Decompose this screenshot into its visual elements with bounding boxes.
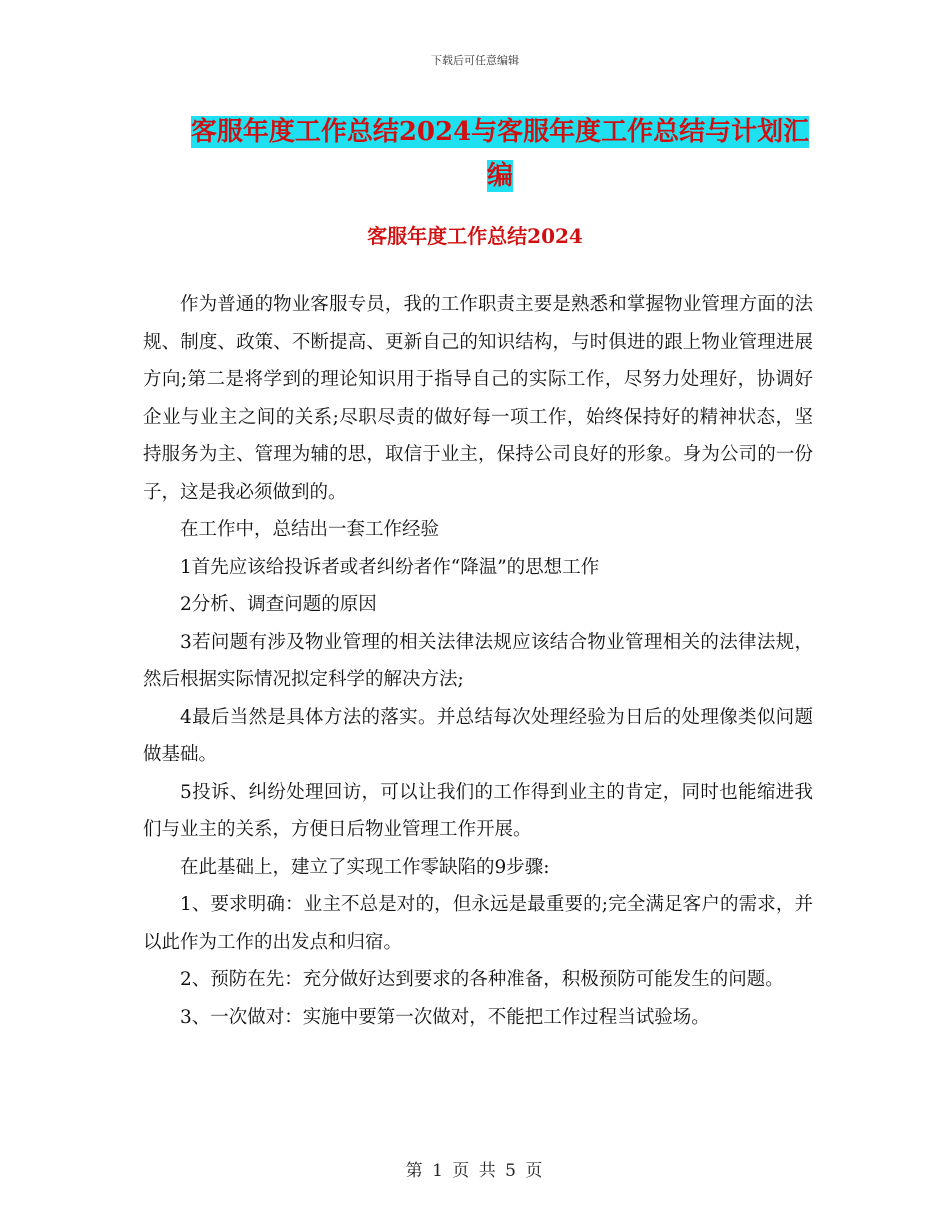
header-note: 下载后可任意编辑 — [431, 54, 519, 67]
paragraph: 2、预防在先：充分做好达到要求的各种准备，积极预防可能发生的问题。 — [180, 969, 784, 990]
page-footer: 第 1 页 共 5 页 — [405, 1161, 545, 1181]
paragraph: 1首先应该给投诉者或者纠纷者作“降温”的思想工作 — [180, 556, 600, 578]
paragraph: 1、要求明确：业主不总是对的，但永远是最重要的;完全满足客户的需求，并以此作为工作的出发点和归宿。 — [143, 894, 813, 953]
paragraph: 4最后当然是具体方法的落实。并总结每次处理经验为日后的处理像类似问题做基础。 — [143, 706, 813, 765]
paragraph: 3、一次做对：实施中要第一次做对，不能把工作过程当试验场。 — [180, 1006, 710, 1028]
main-title-line2: 编 — [486, 161, 513, 191]
paragraph: 5投诉、纠纷处理回访，可以让我们的工作得到业主的肯定，同时也能缩进我们与业主的关系，方便日后物业管理工作开展。 — [143, 781, 813, 840]
paragraph: 3若问题有涉及物业管理的相关法律法规应该结合物业管理相关的法律法规，然后根据实际情况拟定科学的解决方法; — [143, 631, 813, 690]
paragraph: 2分析、调查问题的原因 — [180, 594, 377, 615]
paragraph: 在此基础上，建立了实现工作零缺陷的9步骤: — [180, 856, 550, 878]
section-title: 客服年度工作总结2024 — [367, 224, 583, 248]
document-body — [143, 286, 813, 1036]
main-title — [150, 110, 850, 198]
paragraph: 在工作中，总结出一套工作经验 — [180, 519, 440, 540]
main-title-line1: 客服年度工作总结2024与客服年度工作总结与计划汇 — [190, 117, 810, 147]
paragraph: 作为普通的物业客服专员，我的工作职责主要是熟悉和掌握物业管理方面的法规、制度、政策、不断提高、更新自己的知识结构，与时俱进的跟上物业管理进展方向;第二是将学到的理论知识用于指导自己的实际工作，尽努力处理好，协调好企业与业主之间的关系;尽职尽责的做好每一项工作，始终保持好的精神状态，坚持服务为主、管理为辅的思，取信于业主，保持公司良好的形象。身为公司的一份子，这是我必须做到的。 — [143, 294, 813, 503]
